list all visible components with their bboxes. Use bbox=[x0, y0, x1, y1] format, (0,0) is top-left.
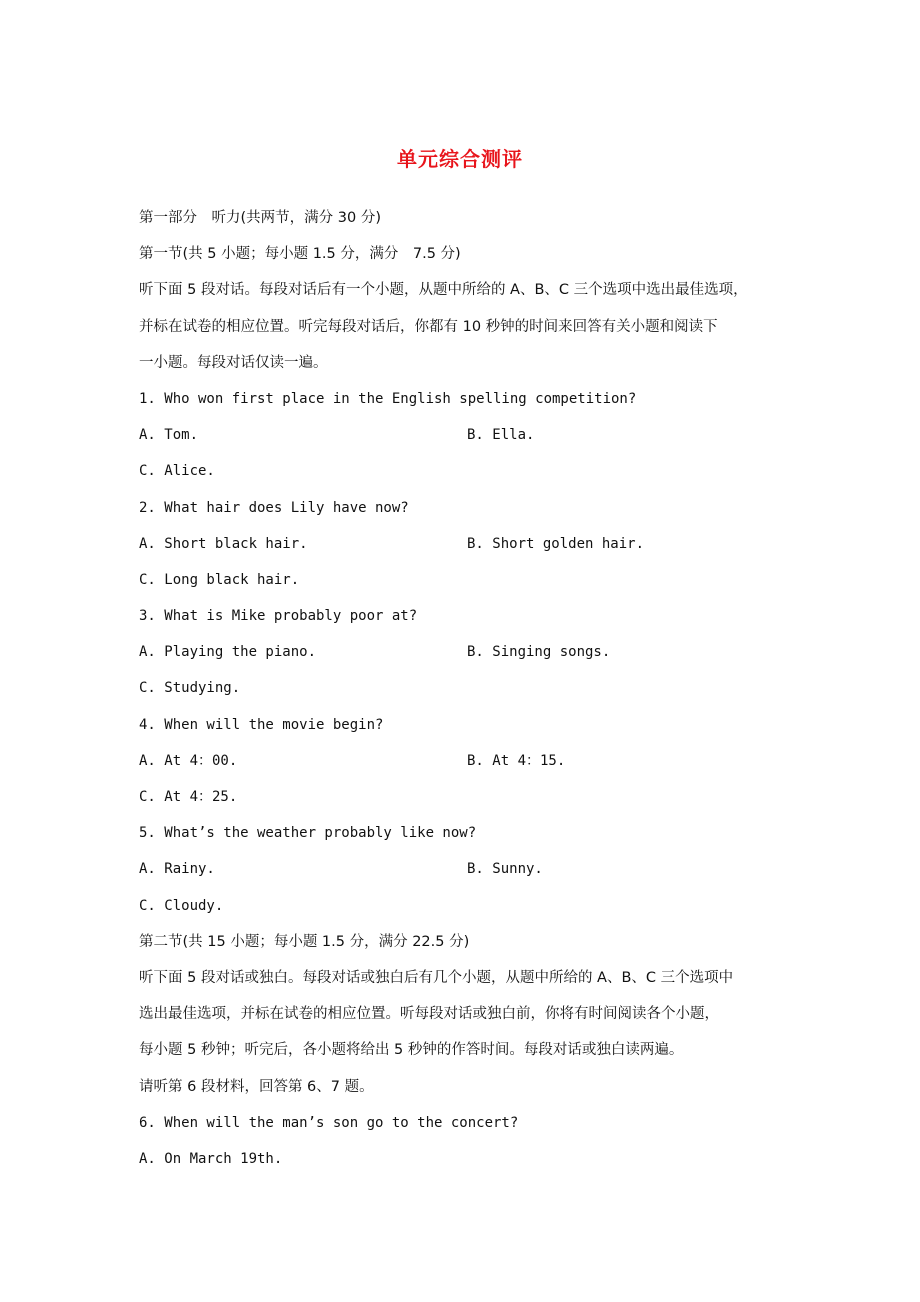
option-c: C. Alice. bbox=[139, 463, 215, 480]
question-6: 6. When will the man’s son go to the concert? bbox=[139, 1114, 519, 1131]
section2-instruction-line: 选出最佳选项，并标在试卷的相应位置。听每段对话或独白前，你将有时间阅读各个小题， bbox=[139, 1006, 719, 1023]
option-a: A. Tom. bbox=[139, 427, 199, 444]
question-1-options bbox=[139, 422, 789, 458]
question-4-options bbox=[139, 748, 789, 784]
question-2: 2. What hair does Lily have now? bbox=[139, 499, 409, 516]
section1-instruction-line: 一小题。每段对话仅读一遍。 bbox=[139, 354, 328, 371]
question-5: 5. What’s the weather probably like now? bbox=[139, 825, 477, 842]
question-2-options bbox=[139, 531, 789, 567]
option-a: A. On March 19th. bbox=[139, 1150, 283, 1167]
question-3-options bbox=[139, 639, 789, 675]
question-4: 4. When will the movie begin? bbox=[139, 716, 384, 733]
option-a: A. Short black hair. bbox=[139, 535, 308, 552]
option-b: B. Singing songs. bbox=[467, 644, 611, 661]
option-b: B. Sunny. bbox=[467, 861, 543, 878]
option-b: B. At 4：15. bbox=[467, 752, 566, 769]
question-5-options bbox=[139, 856, 789, 892]
section2-instruction-line: 每小题 5 秒钟；听完后，各小题将给出 5 秒钟的作答时间。每段对话或独白读两遍。 bbox=[139, 1042, 684, 1059]
section2-instruction-line: 听下面 5 段对话或独白。每段对话或独白后有几个小题，从题中所给的 A、B、C 三个选项中 bbox=[139, 969, 734, 986]
section2-heading: 第二节(共 15 小题；每小题 1.5 分，满分 22.5 分) bbox=[139, 933, 470, 950]
option-a: A. Rainy. bbox=[139, 861, 215, 878]
question-1: 1. Who won first place in the English spelling competition? bbox=[139, 390, 637, 407]
option-c: C. Cloudy. bbox=[139, 897, 224, 914]
option-c: C. At 4：25. bbox=[139, 789, 238, 805]
document-body bbox=[139, 205, 789, 1182]
option-c: C. Studying. bbox=[139, 680, 241, 697]
part1-heading: 第一部分 听力(共两节，满分 30 分) bbox=[139, 210, 381, 226]
question-3: 3. What is Mike probably poor at? bbox=[139, 608, 418, 625]
section1-instruction-line: 并标在试卷的相应位置。听完每段对话后，你都有 10 秒钟的时间来回答有关小题和阅读下 bbox=[139, 318, 718, 335]
option-c: C. Long black hair. bbox=[139, 571, 300, 588]
section1-instruction-line: 听下面 5 段对话。每段对话后有一个小题，从题中所给的 A、B、C 三个选项中选出最佳选项， bbox=[139, 282, 748, 299]
option-b: B. Short golden hair. bbox=[467, 535, 645, 552]
section1-heading: 第一节(共 5 小题；每小题 1.5 分，满分 7.5 分) bbox=[139, 246, 461, 263]
option-a: A. At 4：00. bbox=[139, 752, 238, 769]
material-note: 请听第 6 段材料，回答第 6、7 题。 bbox=[139, 1078, 374, 1095]
option-a: A. Playing the piano. bbox=[139, 644, 317, 661]
page-title: 单元综合测评 bbox=[397, 147, 523, 171]
option-b: B. Ella. bbox=[467, 427, 535, 444]
